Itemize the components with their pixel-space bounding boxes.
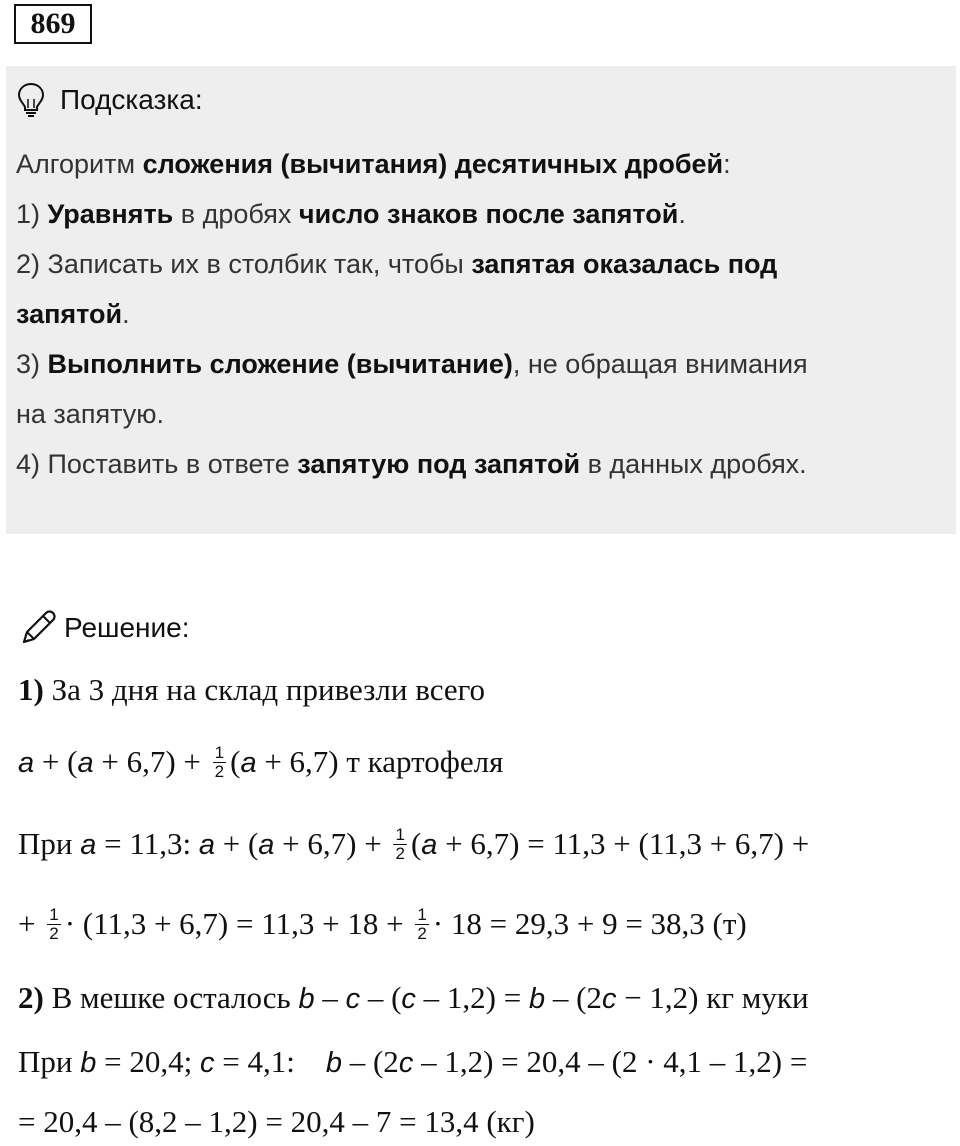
hint-line-5 — [16, 346, 808, 382]
text-segment: Алгоритм — [16, 149, 143, 179]
text-segment: = 20,4 – (8,2 – 1,2) = 20,4 – 7 = 13,4 (кг) — [18, 1104, 535, 1139]
solution-line-1 — [18, 670, 485, 710]
hint-header — [16, 80, 203, 120]
hint-line-7 — [16, 446, 807, 482]
text-segment: – (2 — [545, 980, 602, 1015]
solution-line-5 — [18, 978, 809, 1019]
fraction — [47, 906, 60, 943]
hint-line-6 — [16, 396, 164, 432]
bold-text: сложения (вычитания) десятичных дробей — [142, 149, 724, 179]
variable: b — [298, 983, 315, 1015]
text-segment: − 1,2) кг муки — [616, 980, 809, 1015]
variable: b — [528, 983, 546, 1015]
text-segment: + 6,7) т картофеля — [256, 744, 504, 779]
bold-text: число знаков после запятой — [298, 199, 679, 229]
bold-text: 2) — [18, 980, 44, 1015]
text-segment: + 6,7) + — [274, 826, 390, 861]
hint-line-1 — [16, 146, 731, 182]
text-segment: . — [678, 199, 686, 229]
fraction-denominator: 2 — [395, 844, 405, 864]
text-segment: + ( — [34, 744, 78, 779]
solution-line-3 — [18, 824, 809, 865]
fraction-denominator: 2 — [417, 924, 427, 944]
variable: a — [258, 829, 275, 861]
text-segment: · (11,3 + 6,7) = 11,3 + 18 + — [64, 906, 412, 941]
fraction-denominator: 2 — [214, 762, 225, 782]
variable: a — [240, 747, 257, 779]
bold-text: запятую под запятой — [297, 449, 581, 479]
variable: c — [199, 1047, 215, 1079]
solution-line-6 — [18, 1042, 807, 1083]
pencil-icon — [18, 608, 58, 648]
variable: a — [77, 747, 94, 779]
text-segment: + 6,7) + — [93, 744, 209, 779]
lightbulb-icon — [16, 81, 46, 119]
hint-line-3 — [16, 246, 777, 282]
fraction-numerator: 1 — [49, 905, 59, 925]
text-segment: = 20,4; — [96, 1044, 200, 1079]
variable: a — [198, 829, 215, 861]
text-segment: При — [18, 826, 81, 861]
fraction-numerator: 1 — [417, 905, 427, 925]
text-segment: + — [18, 906, 44, 941]
text-segment: = 11,3: — [96, 826, 199, 861]
solution-line-2 — [18, 742, 503, 783]
bold-text: запятой — [16, 299, 123, 329]
text-segment: 4) Поставить в ответе — [16, 449, 298, 479]
fraction — [213, 744, 226, 781]
text-segment: 1) — [16, 199, 48, 229]
text-segment: – 1,2) = 20,4 – (2 · 4,1 – 1,2) = — [413, 1044, 808, 1079]
fraction-denominator: 2 — [49, 924, 59, 944]
text-segment: – (2 — [341, 1044, 399, 1079]
text-segment: ( — [230, 744, 241, 779]
text-segment: В мешке осталось — [43, 980, 299, 1015]
text-segment: в дробях — [173, 199, 299, 229]
bold-text: Выполнить сложение (вычитание) — [47, 349, 513, 379]
text-segment: 3) — [16, 349, 48, 379]
hint-line-4 — [16, 296, 130, 332]
text-segment: = 4,1: — [214, 1044, 326, 1079]
text-segment: – ( — [360, 980, 402, 1015]
text-segment: , не обращая внимания — [512, 349, 808, 379]
hint-line-2 — [16, 196, 686, 232]
fraction-numerator: 1 — [395, 825, 405, 845]
variable: c — [401, 983, 416, 1015]
text-segment: на запятую. — [16, 399, 164, 429]
variable: b — [325, 1047, 342, 1079]
text-segment: · 18 = 29,3 + 9 = 38,3 (т) — [432, 906, 747, 941]
solution-header — [18, 606, 190, 650]
hint-title: Подсказка: — [60, 84, 203, 115]
text-segment: : — [723, 149, 731, 179]
task-number: 869 — [14, 4, 92, 44]
variable: b — [80, 1047, 97, 1079]
variable: c — [601, 983, 617, 1015]
variable: a — [421, 829, 438, 861]
solution-line-7 — [18, 1102, 535, 1142]
text-segment: в данных дробях. — [580, 449, 807, 479]
bold-text: 1) — [18, 672, 44, 707]
solution-title: Решение: — [64, 612, 190, 643]
text-segment: – — [314, 980, 346, 1015]
bold-text: запятая оказалась под — [471, 249, 778, 279]
fraction — [393, 826, 406, 863]
text-segment: ( — [410, 826, 422, 861]
text-segment: За 3 дня на склад привезли всего — [43, 672, 486, 707]
text-segment: При — [18, 1044, 81, 1079]
variable: c — [398, 1047, 414, 1079]
text-segment: + 6,7) = 11,3 + (11,3 + 6,7) + — [437, 826, 810, 861]
text-segment: + ( — [214, 826, 259, 861]
fraction — [415, 906, 428, 943]
text-segment: 2) Записать их в столбик так, чтобы — [16, 249, 472, 279]
text-segment: . — [122, 299, 130, 329]
text-segment: – 1,2) = — [415, 980, 529, 1015]
fraction-numerator: 1 — [214, 743, 225, 763]
solution-line-4 — [18, 904, 747, 945]
variable: a — [80, 829, 97, 861]
bold-text: Уравнять — [47, 199, 174, 229]
variable: a — [18, 747, 35, 779]
variable: c — [345, 983, 361, 1015]
